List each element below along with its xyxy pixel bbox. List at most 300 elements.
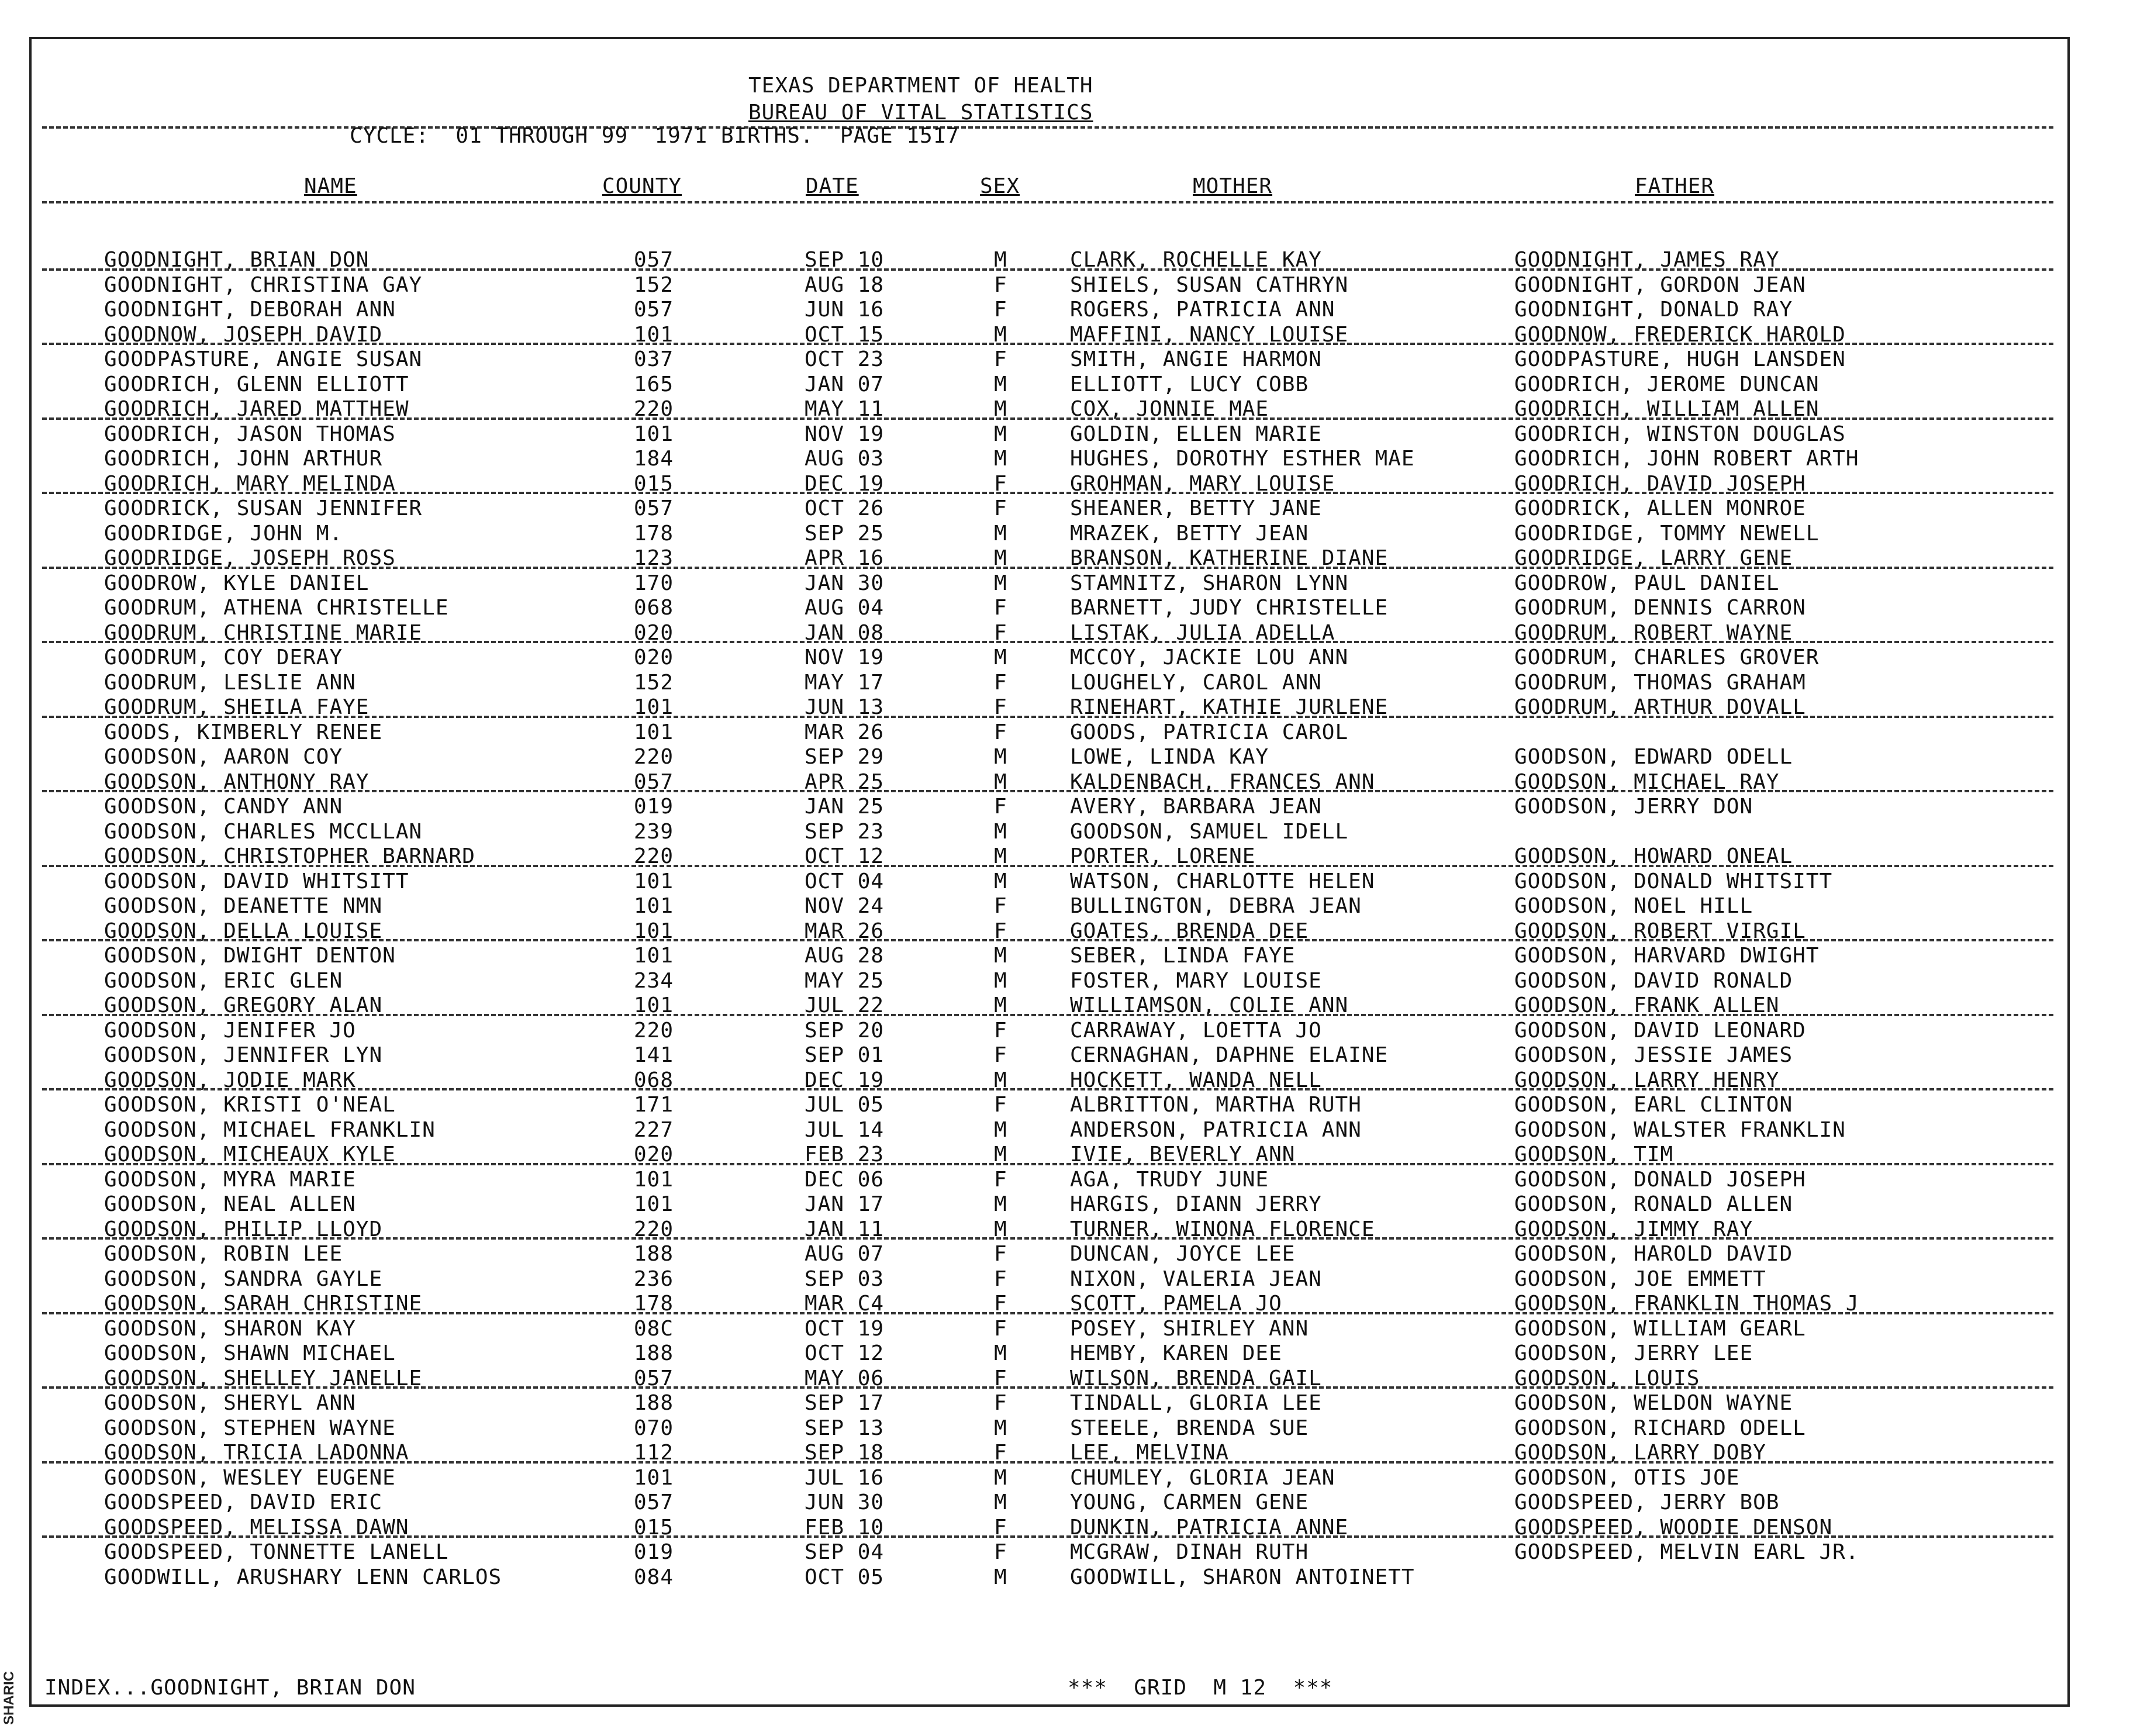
record-county: 057	[634, 769, 674, 794]
record-date: DEC 06	[805, 1167, 885, 1192]
record-date: JUN 16	[805, 298, 885, 322]
record-mother: POSEY, SHIRLEY ANN	[1070, 1316, 1309, 1341]
record-father: GOODRICH, JEROME DUNCAN	[1514, 372, 1820, 396]
record-name: GOODSON, JENIFER JO	[104, 1018, 356, 1043]
record-row	[0, 1466, 2130, 1491]
record-name: GOODNIGHT, DEBORAH ANN	[104, 298, 396, 322]
record-county: 101	[634, 993, 674, 1017]
record-name: GOODSON, SANDRA GAYLE	[104, 1266, 383, 1291]
record-father: GOODSON, NOEL HILL	[1514, 894, 1753, 918]
row-dashed-rule	[42, 790, 2053, 792]
row-dashed-rule	[42, 1461, 2053, 1464]
record-row	[0, 1019, 2130, 1044]
record-date: MAY 11	[805, 397, 885, 421]
record-date: OCT 04	[805, 869, 885, 893]
record-county: 220	[634, 844, 674, 868]
record-county: 057	[634, 1366, 674, 1390]
row-dashed-rule	[42, 1386, 2053, 1389]
record-mother: GOODS, PATRICIA CAROL	[1070, 720, 1349, 744]
record-county: 019	[634, 795, 674, 819]
record-father: GOODRICH, DAVID JOSEPH	[1514, 471, 1806, 496]
record-county: 020	[634, 646, 674, 669]
record-county: 101	[634, 944, 674, 968]
record-date: SEP 01	[805, 1043, 885, 1067]
record-mother: MRAZEK, BETTY JEAN	[1070, 521, 1309, 546]
record-sex: F	[994, 1540, 1007, 1564]
record-row	[0, 1118, 2130, 1143]
record-father: GOODSON, JOE EMMETT	[1514, 1266, 1766, 1291]
record-name: GOODSON, GREGORY ALAN	[104, 993, 383, 1017]
record-father: GOODNOW, FREDERICK HAROLD	[1514, 322, 1846, 347]
record-county: 236	[634, 1266, 674, 1291]
record-row	[0, 646, 2130, 671]
record-sex: F	[994, 1242, 1007, 1266]
record-mother: TURNER, WINONA FLORENCE	[1070, 1217, 1375, 1241]
record-mother: HOCKETT, WANDA NELL	[1070, 1068, 1322, 1092]
record-sex: M	[994, 521, 1007, 546]
record-father: GOODRUM, DENNIS CARRON	[1514, 596, 1806, 620]
record-name: GOODRICK, SUSAN JENNIFER	[104, 496, 423, 520]
record-sex: F	[994, 347, 1007, 371]
record-sex: F	[994, 1018, 1007, 1043]
record-sex: M	[994, 968, 1007, 993]
record-name: GOODSON, ERIC GLEN	[104, 968, 343, 993]
record-date: SEP 04	[805, 1540, 885, 1564]
record-sex: M	[994, 993, 1007, 1017]
record-mother: BRANSON, KATHERINE DIANE	[1070, 546, 1389, 570]
record-row	[0, 1540, 2130, 1565]
record-county: 112	[634, 1441, 674, 1465]
record-county: 068	[634, 596, 674, 620]
record-sex: F	[994, 919, 1007, 943]
record-name: GOODSON, DEANETTE NMN	[104, 894, 383, 918]
record-name: GOODSON, PHILIP LLOYD	[104, 1217, 383, 1241]
record-sex: F	[994, 1316, 1007, 1341]
column-header-mother: MOTHER	[1193, 174, 1273, 198]
record-sex: F	[994, 720, 1007, 744]
row-dashed-rule	[42, 1163, 2053, 1165]
record-row	[0, 347, 2130, 372]
record-county: 178	[634, 521, 674, 546]
record-row	[0, 1391, 2130, 1416]
record-sex: M	[994, 546, 1007, 570]
record-father: GOODSON, TIM	[1514, 1143, 1674, 1166]
record-sex: M	[994, 447, 1007, 471]
grid-footer: *** GRID M 12 ***	[1068, 1676, 1333, 1700]
record-row	[0, 969, 2130, 994]
record-father: GOODSON, WELDON WAYNE	[1514, 1391, 1793, 1415]
record-name: GOODSON, JENNIFER LYN	[104, 1043, 383, 1067]
record-name: GOODSPEED, MELISSA DAWN	[104, 1515, 409, 1540]
record-row	[0, 571, 2130, 596]
record-county: 101	[634, 1192, 674, 1216]
record-county: 101	[634, 919, 674, 943]
record-sex: M	[994, 322, 1007, 347]
record-name: GOODSPEED, TONNETTE LANELL	[104, 1540, 449, 1564]
record-sex: M	[994, 422, 1007, 446]
record-county: 015	[634, 471, 674, 496]
record-father: GOODSON, ROBERT VIRGIL	[1514, 919, 1806, 943]
record-father: GOODRIDGE, TOMMY NEWELL	[1514, 521, 1820, 546]
record-mother: NIXON, VALERIA JEAN	[1070, 1266, 1322, 1291]
record-mother: GOODSON, SAMUEL IDELL	[1070, 819, 1349, 844]
record-name: GOODPASTURE, ANGIE SUSAN	[104, 347, 423, 371]
record-mother: ALBRITTON, MARTHA RUTH	[1070, 1093, 1362, 1117]
record-date: OCT 23	[805, 347, 885, 371]
record-sex: M	[994, 844, 1007, 868]
record-name: GOODSON, ROBIN LEE	[104, 1242, 343, 1266]
record-sex: M	[994, 571, 1007, 595]
record-row	[0, 273, 2130, 298]
record-date: MAY 06	[805, 1366, 885, 1390]
record-date: DEC 19	[805, 1068, 885, 1092]
record-row	[0, 1317, 2130, 1342]
record-mother: COX, JONNIE MAE	[1070, 397, 1269, 421]
record-county: 057	[634, 298, 674, 322]
record-mother: ROGERS, PATRICIA ANN	[1070, 298, 1335, 322]
record-mother: CERNAGHAN, DAPHNE ELAINE	[1070, 1043, 1389, 1067]
record-county: 070	[634, 1416, 674, 1440]
record-date: OCT 05	[805, 1565, 885, 1589]
record-sex: F	[994, 272, 1007, 297]
record-sex: M	[994, 745, 1007, 769]
record-father: GOODSON, RONALD ALLEN	[1514, 1192, 1793, 1216]
record-sex: F	[994, 298, 1007, 322]
record-name: GOODSON, CANDY ANN	[104, 795, 343, 819]
record-row	[0, 671, 2130, 696]
record-date: OCT 12	[805, 1341, 885, 1365]
record-county: 170	[634, 571, 674, 595]
record-name: GOODSON, SHELLEY JANELLE	[104, 1366, 423, 1390]
record-father: GOODRICH, WILLIAM ALLEN	[1514, 397, 1820, 421]
record-father: GOODNIGHT, GORDON JEAN	[1514, 272, 1806, 297]
record-sex: M	[994, 819, 1007, 844]
record-date: AUG 28	[805, 944, 885, 968]
header-dashed-rule	[42, 126, 2053, 129]
record-sex: M	[994, 769, 1007, 794]
record-date: JAN 17	[805, 1192, 885, 1216]
record-county: 239	[634, 819, 674, 844]
record-name: GOODSON, MICHAEL FRANKLIN	[104, 1117, 436, 1142]
record-name: GOODRIDGE, JOHN M.	[104, 521, 343, 546]
record-name: GOODRIDGE, JOSEPH ROSS	[104, 546, 396, 570]
record-sex: F	[994, 795, 1007, 819]
record-name: GOODSON, DAVID WHITSITT	[104, 869, 409, 893]
record-date: SEP 03	[805, 1266, 885, 1291]
record-date: JUL 05	[805, 1093, 885, 1117]
record-date: SEP 29	[805, 745, 885, 769]
record-county: 020	[634, 1143, 674, 1166]
record-date: OCT 26	[805, 496, 885, 520]
record-name: GOODSON, TRICIA LADONNA	[104, 1441, 409, 1465]
record-mother: WILSON, BRENDA GAIL	[1070, 1366, 1322, 1390]
record-county: 101	[634, 1167, 674, 1192]
record-mother: YOUNG, CARMEN GENE	[1070, 1490, 1309, 1514]
record-sex: M	[994, 372, 1007, 396]
record-row	[0, 795, 2130, 820]
record-name: GOODSON, DELLA LOUISE	[104, 919, 383, 943]
record-county: 08C	[634, 1316, 674, 1341]
record-father: GOODRUM, ROBERT WAYNE	[1514, 620, 1793, 645]
record-county: 037	[634, 347, 674, 371]
record-row	[0, 1168, 2130, 1193]
record-father: GOODSON, MICHAEL RAY	[1514, 769, 1780, 794]
record-sex: M	[994, 1341, 1007, 1365]
record-father: GOODSON, HAROLD DAVID	[1514, 1242, 1793, 1266]
record-row	[0, 1490, 2130, 1516]
record-county: 101	[634, 695, 674, 719]
record-county: 220	[634, 1217, 674, 1241]
record-name: GOODSON, DWIGHT DENTON	[104, 944, 396, 968]
row-dashed-rule	[42, 492, 2053, 494]
record-name: GOODSON, STEPHEN WAYNE	[104, 1416, 396, 1440]
record-date: JAN 08	[805, 620, 885, 645]
record-mother: CLARK, ROCHELLE KAY	[1070, 248, 1322, 272]
record-mother: WATSON, CHARLOTTE HELEN	[1070, 869, 1375, 893]
record-father: GOODSON, EARL CLINTON	[1514, 1093, 1793, 1117]
record-date: SEP 20	[805, 1018, 885, 1043]
record-father: GOODSPEED, JERRY BOB	[1514, 1490, 1780, 1514]
record-row	[0, 1341, 2130, 1366]
record-row	[0, 1416, 2130, 1441]
record-name: GOODSON, KRISTI O'NEAL	[104, 1093, 396, 1117]
record-name: GOODSON, JODIE MARK	[104, 1068, 356, 1092]
record-date: AUG 04	[805, 596, 885, 620]
record-father: GOODSON, JESSIE JAMES	[1514, 1043, 1793, 1067]
record-mother: MAFFINI, NANCY LOUISE	[1070, 322, 1349, 347]
row-dashed-rule	[42, 939, 2053, 941]
record-date: SEP 10	[805, 248, 885, 272]
record-county: 188	[634, 1242, 674, 1266]
record-row	[0, 720, 2130, 746]
record-date: JUN 13	[805, 695, 885, 719]
record-row	[0, 522, 2130, 547]
record-date: AUG 18	[805, 272, 885, 297]
record-name: GOODRICH, JARED MATTHEW	[104, 397, 409, 421]
record-father: GOODSON, EDWARD ODELL	[1514, 745, 1793, 769]
record-row	[0, 894, 2130, 919]
record-date: JUN 30	[805, 1490, 885, 1514]
record-sex: M	[994, 1068, 1007, 1092]
record-mother: BARNETT, JUDY CHRISTELLE	[1070, 596, 1389, 620]
record-county: 057	[634, 248, 674, 272]
record-name: GOODRUM, SHEILA FAYE	[104, 695, 370, 719]
record-father: GOODRUM, CHARLES GROVER	[1514, 646, 1820, 669]
record-father: GOODSON, DONALD WHITSITT	[1514, 869, 1833, 893]
record-name: GOODSON, SARAH CHRISTINE	[104, 1292, 423, 1316]
record-mother: GOODWILL, SHARON ANTOINETT	[1070, 1565, 1415, 1589]
record-mother: GOLDIN, ELLEN MARIE	[1070, 422, 1322, 446]
record-row	[0, 1093, 2130, 1118]
record-father: GOODSON, LARRY HENRY	[1514, 1068, 1780, 1092]
record-name: GOODSON, NEAL ALLEN	[104, 1192, 356, 1216]
record-sex: F	[994, 1391, 1007, 1415]
record-sex: F	[994, 1515, 1007, 1540]
record-county: 220	[634, 1018, 674, 1043]
record-date: AUG 07	[805, 1242, 885, 1266]
column-header-dashed-rule	[42, 201, 2053, 203]
record-sex: M	[994, 397, 1007, 421]
record-date: APR 25	[805, 769, 885, 794]
record-sex: F	[994, 1292, 1007, 1316]
record-name: GOODRICH, JOHN ARTHUR	[104, 447, 383, 471]
record-mother: MCGRAW, DINAH RUTH	[1070, 1540, 1309, 1564]
record-mother: DUNKIN, PATRICIA ANNE	[1070, 1515, 1349, 1540]
record-date: SEP 13	[805, 1416, 885, 1440]
record-date: NOV 19	[805, 422, 885, 446]
record-father: GOODSON, HARVARD DWIGHT	[1514, 944, 1820, 968]
column-header-father: FATHER	[1635, 174, 1715, 198]
record-name: GOODSON, MYRA MARIE	[104, 1167, 356, 1192]
record-father: GOODSON, LARRY DOBY	[1514, 1441, 1766, 1465]
record-date: FEB 10	[805, 1515, 885, 1540]
row-dashed-rule	[42, 1088, 2053, 1090]
record-mother: SMITH, ANGIE HARMON	[1070, 347, 1322, 371]
birth-records-list	[0, 248, 2130, 1590]
record-row	[0, 1242, 2130, 1267]
record-date: FEB 23	[805, 1143, 885, 1166]
record-father: GOODRIDGE, LARRY GENE	[1514, 546, 1793, 570]
column-header-county: COUNTY	[602, 174, 682, 198]
record-mother: SHEANER, BETTY JANE	[1070, 496, 1322, 520]
record-father: GOODSON, OTIS JOE	[1514, 1465, 1740, 1490]
record-sex: M	[994, 1217, 1007, 1241]
record-sex: F	[994, 1266, 1007, 1291]
record-sex: M	[994, 646, 1007, 669]
record-mother: LISTAK, JULIA ADELLA	[1070, 620, 1335, 645]
record-row	[0, 422, 2130, 447]
record-mother: SHIELS, SUSAN CATHRYN	[1070, 272, 1349, 297]
record-county: 020	[634, 620, 674, 645]
record-name: GOODNIGHT, BRIAN DON	[104, 248, 370, 272]
index-footer: INDEX...GOODNIGHT, BRIAN DON	[44, 1676, 416, 1700]
record-mother: RINEHART, KATHIE JURLENE	[1070, 695, 1389, 719]
record-row	[0, 372, 2130, 398]
record-date: AUG 03	[805, 447, 885, 471]
record-county: 141	[634, 1043, 674, 1067]
record-name: GOODNOW, JOSEPH DAVID	[104, 322, 383, 347]
record-county: 234	[634, 968, 674, 993]
record-name: GOODRICH, GLENN ELLIOTT	[104, 372, 409, 396]
record-father: GOODSON, DAVID RONALD	[1514, 968, 1793, 993]
record-name: GOODSON, CHARLES MCCLLAN	[104, 819, 423, 844]
record-date: SEP 17	[805, 1391, 885, 1415]
record-date: JAN 11	[805, 1217, 885, 1241]
record-father: GOODSON, DAVID LEONARD	[1514, 1018, 1806, 1043]
record-date: SEP 23	[805, 819, 885, 844]
record-county: 188	[634, 1341, 674, 1365]
record-row	[0, 944, 2130, 969]
record-county: 057	[634, 1490, 674, 1514]
row-dashed-rule	[42, 865, 2053, 867]
record-date: JAN 07	[805, 372, 885, 396]
record-father: GOODRUM, ARTHUR DOVALL	[1514, 695, 1806, 719]
record-mother: STAMNITZ, SHARON LYNN	[1070, 571, 1349, 595]
record-name: GOODRUM, COY DERAY	[104, 646, 343, 669]
record-name: GOODRUM, ATHENA CHRISTELLE	[104, 596, 449, 620]
record-name: GOODNIGHT, CHRISTINA GAY	[104, 272, 423, 297]
department-title: TEXAS DEPARTMENT OF HEALTH	[748, 74, 1093, 98]
record-sex: F	[994, 1167, 1007, 1192]
record-row	[0, 596, 2130, 621]
record-father: GOODSPEED, MELVIN EARL JR.	[1514, 1540, 1859, 1564]
record-father: GOODSON, JERRY LEE	[1514, 1341, 1753, 1365]
record-name: GOODROW, KYLE DANIEL	[104, 571, 370, 595]
record-mother: STEELE, BRENDA SUE	[1070, 1416, 1309, 1440]
record-county: 057	[634, 496, 674, 520]
record-sex: M	[994, 944, 1007, 968]
record-date: NOV 19	[805, 646, 885, 669]
record-name: GOODS, KIMBERLY RENEE	[104, 720, 383, 744]
record-county: 101	[634, 869, 674, 893]
record-father: GOODNIGHT, DONALD RAY	[1514, 298, 1793, 322]
row-dashed-rule	[42, 641, 2053, 643]
row-dashed-rule	[42, 716, 2053, 718]
record-row	[0, 1267, 2130, 1292]
record-name: GOODSON, SHARON KAY	[104, 1316, 356, 1341]
row-dashed-rule	[42, 1312, 2053, 1314]
column-header-date: DATE	[806, 174, 859, 198]
record-father: GOODROW, PAUL DANIEL	[1514, 571, 1780, 595]
record-mother: HEMBY, KAREN DEE	[1070, 1341, 1282, 1365]
record-name: GOODRUM, CHRISTINE MARIE	[104, 620, 423, 645]
record-name: GOODSPEED, DAVID ERIC	[104, 1490, 383, 1514]
record-name: GOODRICH, JASON THOMAS	[104, 422, 396, 446]
record-mother: FOSTER, MARY LOUISE	[1070, 968, 1322, 993]
record-date: SEP 25	[805, 521, 885, 546]
record-name: GOODSON, MICHEAUX KYLE	[104, 1143, 396, 1166]
record-father: GOODSON, FRANKLIN THOMAS J	[1514, 1292, 1859, 1316]
record-row	[0, 1192, 2130, 1217]
record-father: GOODSON, HOWARD ONEAL	[1514, 844, 1793, 868]
record-date: APR 16	[805, 546, 885, 570]
record-county: 165	[634, 372, 674, 396]
record-mother: TINDALL, GLORIA LEE	[1070, 1391, 1322, 1415]
record-county: 188	[634, 1391, 674, 1415]
record-mother: HUGHES, DOROTHY ESTHER MAE	[1070, 447, 1415, 471]
record-county: 171	[634, 1093, 674, 1117]
record-mother: IVIE, BEVERLY ANN	[1070, 1143, 1296, 1166]
record-county: 015	[634, 1515, 674, 1540]
record-county: 227	[634, 1117, 674, 1142]
record-row	[0, 496, 2130, 522]
row-dashed-rule	[42, 417, 2053, 420]
record-mother: LEE, MELVINA	[1070, 1441, 1230, 1465]
record-row	[0, 298, 2130, 323]
record-mother: DUNCAN, JOYCE LEE	[1070, 1242, 1296, 1266]
record-date: OCT 12	[805, 844, 885, 868]
record-father: GOODSON, JERRY DON	[1514, 795, 1753, 819]
record-date: MAY 17	[805, 670, 885, 695]
record-father: GOODSPEED, WOODIE DENSON	[1514, 1515, 1833, 1540]
record-date: MAR 26	[805, 919, 885, 943]
record-father: GOODRICK, ALLEN MONROE	[1514, 496, 1806, 520]
record-father: GOODSON, LOUIS	[1514, 1366, 1700, 1390]
record-sex: M	[994, 1117, 1007, 1142]
record-mother: SEBER, LINDA FAYE	[1070, 944, 1296, 968]
record-sex: M	[994, 869, 1007, 893]
record-county: 152	[634, 272, 674, 297]
record-county: 068	[634, 1068, 674, 1092]
record-row	[0, 745, 2130, 770]
record-name: GOODSON, SHERYL ANN	[104, 1391, 356, 1415]
record-sex: M	[994, 1192, 1007, 1216]
record-sex: F	[994, 894, 1007, 918]
record-sex: F	[994, 1093, 1007, 1117]
record-date: NOV 24	[805, 894, 885, 918]
record-mother: PORTER, LORENE	[1070, 844, 1256, 868]
row-dashed-rule	[42, 567, 2053, 569]
